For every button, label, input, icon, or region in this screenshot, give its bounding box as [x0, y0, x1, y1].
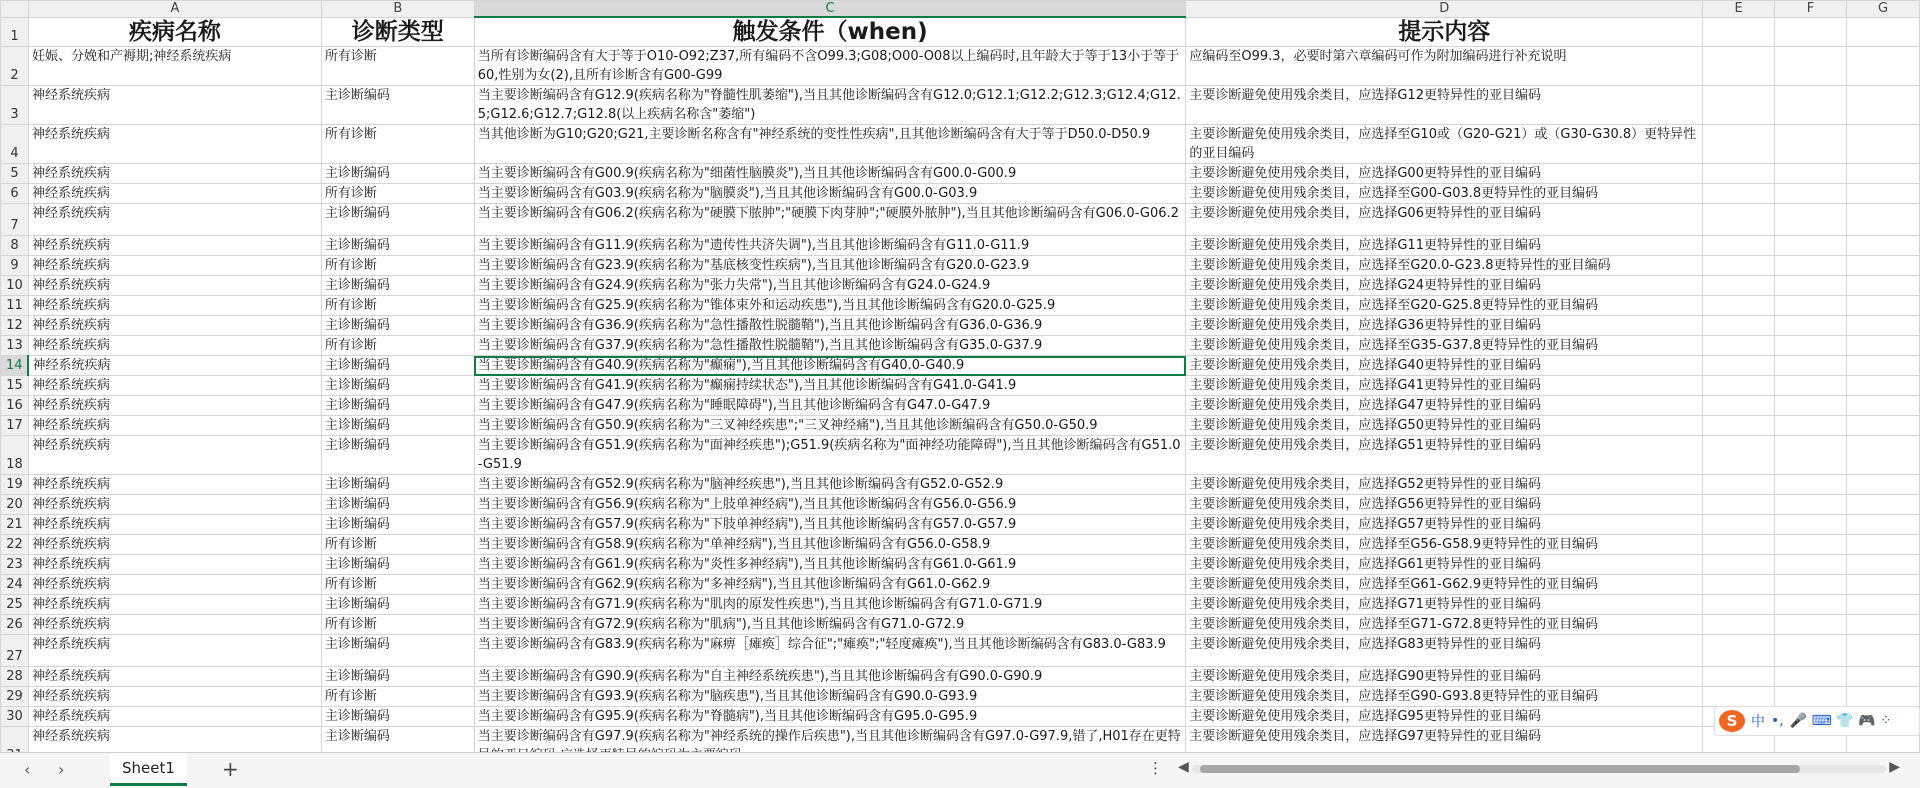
cell-f[interactable]: [1775, 316, 1847, 336]
cell-b[interactable]: 所有诊断: [321, 575, 474, 595]
cell-e[interactable]: [1703, 436, 1775, 475]
table-row: [1, 125, 1920, 164]
row-header[interactable]: 14: [1, 356, 29, 376]
cell-a[interactable]: 神经系统疾病: [28, 667, 321, 687]
cell-e[interactable]: [1703, 316, 1775, 336]
cell-b[interactable]: 主诊断编码: [321, 396, 474, 416]
column-header[interactable]: B: [321, 1, 474, 18]
cell-g[interactable]: [1846, 17, 1919, 47]
cell-d[interactable]: 主要诊断避免使用残余类目，应选择至G35-G37.8更特异性的亚目编码: [1186, 336, 1703, 356]
cell-b[interactable]: 主诊断编码: [321, 236, 474, 256]
cell-f[interactable]: [1775, 667, 1847, 687]
cell-f[interactable]: [1775, 86, 1847, 125]
cell-e[interactable]: [1703, 296, 1775, 316]
select-all-corner[interactable]: [1, 1, 29, 18]
ime-lang-toggle[interactable]: 中: [1751, 714, 1765, 730]
cell-c[interactable]: 当主要诊断编码含有G00.9(疾病名称为"细菌性脑膜炎"),当且其他诊断编码含有G00.0-G00.9: [474, 164, 1186, 184]
cell-a[interactable]: 神经系统疾病: [28, 236, 321, 256]
row-header[interactable]: 17: [1, 416, 29, 436]
cell-g[interactable]: [1846, 336, 1919, 356]
prev-sheet-icon[interactable]: ‹: [24, 760, 31, 779]
cell-d[interactable]: 主要诊断避免使用残余类目，应选择G57更特异性的亚目编码: [1186, 515, 1703, 535]
cell-a[interactable]: 神经系统疾病: [28, 687, 321, 707]
cell-f[interactable]: [1775, 356, 1847, 376]
row-header[interactable]: 6: [1, 184, 29, 204]
cell-f[interactable]: [1775, 635, 1847, 667]
cell-a[interactable]: 神经系统疾病: [28, 475, 321, 495]
horizontal-scrollbar[interactable]: [1178, 759, 1900, 777]
row-header[interactable]: 27: [1, 635, 29, 667]
row-header[interactable]: 28: [1, 667, 29, 687]
cell-f[interactable]: [1775, 436, 1847, 475]
cell-c[interactable]: 当主要诊断编码含有G41.9(疾病名称为"癫痫持续状态"),当且其他诊断编码含有G41.0-G41.9: [474, 376, 1186, 396]
cell-d[interactable]: 主要诊断避免使用残余类目，应选择G52更特异性的亚目编码: [1186, 475, 1703, 495]
cell-b[interactable]: 主诊断编码: [321, 667, 474, 687]
cell-f[interactable]: [1775, 376, 1847, 396]
cell-d[interactable]: 主要诊断避免使用残余类目，应选择G12更特异性的亚目编码: [1186, 86, 1703, 125]
row-header[interactable]: 26: [1, 615, 29, 635]
table-row: [1, 184, 1920, 204]
cell-a[interactable]: 神经系统疾病: [28, 86, 321, 125]
cell-e[interactable]: [1703, 615, 1775, 635]
table-row: [1, 475, 1920, 495]
cell-a[interactable]: 神经系统疾病: [28, 204, 321, 236]
cell-g[interactable]: [1846, 515, 1919, 535]
cell-a[interactable]: 疾病名称: [28, 17, 321, 47]
cell-d[interactable]: 主要诊断避免使用残余类目，应选择G97更特异性的亚目编码: [1186, 727, 1703, 766]
row-header[interactable]: 8: [1, 236, 29, 256]
cell-d[interactable]: 主要诊断避免使用残余类目，应选择G51更特异性的亚目编码: [1186, 436, 1703, 475]
cell-g[interactable]: [1846, 396, 1919, 416]
cell-b[interactable]: 所有诊断: [321, 687, 474, 707]
cell-d[interactable]: 主要诊断避免使用残余类目，应选择G71更特异性的亚目编码: [1186, 595, 1703, 615]
cell-c[interactable]: 当主要诊断编码含有G24.9(疾病名称为"张力失常"),当且其他诊断编码含有G24.0-G24.9: [474, 276, 1186, 296]
table-row: [1, 635, 1920, 667]
cell-g[interactable]: [1846, 495, 1919, 515]
table-row: [1, 336, 1920, 356]
cell-b[interactable]: 主诊断编码: [321, 707, 474, 727]
cell-g[interactable]: [1846, 436, 1919, 475]
cell-e[interactable]: [1703, 555, 1775, 575]
cell-c[interactable]: 当所有诊断编码含有大于等于O10-O92;Z37,所有编码不含O99.3;G08;O00-O08以上编码时,且年龄大于等于13小于等于60,性别为女(2),且所有诊断含有G00-G99: [474, 47, 1186, 86]
header-row: [1, 17, 1920, 47]
cell-d[interactable]: 主要诊断避免使用残余类目，应选择至G56-G58.9更特异性的亚目编码: [1186, 535, 1703, 555]
cell-a[interactable]: 神经系统疾病: [28, 316, 321, 336]
cell-c[interactable]: 当主要诊断编码含有G93.9(疾病名称为"脑疾患"),当且其他诊断编码含有G90.0-G93.9: [474, 687, 1186, 707]
cell-e[interactable]: [1703, 204, 1775, 236]
cell-c[interactable]: 当主要诊断编码含有G12.9(疾病名称为"脊髓性肌萎缩"),当且其他诊断编码含有G12.0;G12.1;G12.2;G12.3;G12.4;G12.5;G12.6;G12.7;G12.8(以上疾病名称含"萎缩"): [474, 86, 1186, 125]
table-row: [1, 535, 1920, 555]
cell-d[interactable]: 主要诊断避免使用残余类目，应选择至G90-G93.8更特异性的亚目编码: [1186, 687, 1703, 707]
cell-b[interactable]: 主诊断编码: [321, 164, 474, 184]
cell-e[interactable]: [1703, 495, 1775, 515]
cell-b[interactable]: 主诊断编码: [321, 436, 474, 475]
cell-d[interactable]: 主要诊断避免使用残余类目，应选择至G61-G62.9更特异性的亚目编码: [1186, 575, 1703, 595]
cell-c[interactable]: 当主要诊断编码含有G95.9(疾病名称为"脊髓病"),当且其他诊断编码含有G95.0-G95.9: [474, 707, 1186, 727]
column-header-row: [1, 1, 1920, 18]
cell-c[interactable]: 当主要诊断编码含有G11.9(疾病名称为"遗传性共济失调"),当且其他诊断编码含有G11.0-G11.9: [474, 236, 1186, 256]
cell-g[interactable]: [1846, 86, 1919, 125]
cell-e[interactable]: [1703, 635, 1775, 667]
cell-d[interactable]: 主要诊断避免使用残余类目，应选择G40更特异性的亚目编码: [1186, 356, 1703, 376]
cell-g[interactable]: [1846, 575, 1919, 595]
cell-b[interactable]: 主诊断编码: [321, 635, 474, 667]
table-row: [1, 707, 1920, 727]
cell-g[interactable]: [1846, 296, 1919, 316]
cell-a[interactable]: 神经系统疾病: [28, 296, 321, 316]
cell-f[interactable]: [1775, 276, 1847, 296]
cell-b[interactable]: 所有诊断: [321, 47, 474, 86]
cell-b[interactable]: 主诊断编码: [321, 727, 474, 766]
cell-e[interactable]: [1703, 336, 1775, 356]
table-row: [1, 396, 1920, 416]
table-row: [1, 555, 1920, 575]
cell-c[interactable]: 当主要诊断编码含有G90.9(疾病名称为"自主神经系统疾患"),当且其他诊断编码含有G90.0-G90.9: [474, 667, 1186, 687]
cell-g[interactable]: [1846, 204, 1919, 236]
cell-a[interactable]: 神经系统疾病: [28, 615, 321, 635]
cell-e[interactable]: [1703, 86, 1775, 125]
cell-f[interactable]: [1775, 47, 1847, 86]
cell-d[interactable]: 主要诊断避免使用残余类目，应选择至G20.0-G23.8更特异性的亚目编码: [1186, 256, 1703, 276]
row-header[interactable]: 2: [1, 47, 29, 86]
cell-c[interactable]: 当主要诊断编码含有G37.9(疾病名称为"急性播散性脱髓鞘"),当且其他诊断编码含有G35.0-G37.9: [474, 336, 1186, 356]
row-header[interactable]: 19: [1, 475, 29, 495]
cell-f[interactable]: [1775, 184, 1847, 204]
cell-c[interactable]: 当主要诊断编码含有G03.9(疾病名称为"脑膜炎"),当且其他诊断编码含有G00.0-G03.9: [474, 184, 1186, 204]
cell-c[interactable]: 触发条件（when): [474, 17, 1186, 47]
row-header[interactable]: 7: [1, 204, 29, 236]
row-header[interactable]: 10: [1, 276, 29, 296]
row-header[interactable]: 23: [1, 555, 29, 575]
cell-f[interactable]: [1775, 236, 1847, 256]
table-row: [1, 276, 1920, 296]
cell-d[interactable]: 主要诊断避免使用残余类目，应选择G00更特异性的亚目编码: [1186, 164, 1703, 184]
cell-b[interactable]: 诊断类型: [321, 17, 474, 47]
table-row: [1, 595, 1920, 615]
table-row: [1, 667, 1920, 687]
row-header[interactable]: 22: [1, 535, 29, 555]
cell-a[interactable]: 神经系统疾病: [28, 336, 321, 356]
cell-g[interactable]: [1846, 475, 1919, 495]
row-header[interactable]: 21: [1, 515, 29, 535]
table-row: [1, 495, 1920, 515]
cell-f[interactable]: [1775, 475, 1847, 495]
cell-e[interactable]: [1703, 236, 1775, 256]
cell-g[interactable]: [1846, 316, 1919, 336]
cell-f[interactable]: [1775, 535, 1847, 555]
cell-f[interactable]: [1775, 416, 1847, 436]
cell-f[interactable]: [1775, 396, 1847, 416]
cell-a[interactable]: 神经系统疾病: [28, 376, 321, 396]
table-row: [1, 575, 1920, 595]
table-row: [1, 687, 1920, 707]
cell-c[interactable]: 当主要诊断编码含有G72.9(疾病名称为"肌病"),当且其他诊断编码含有G71.0-G72.9: [474, 615, 1186, 635]
ime-punct-toggle[interactable]: •,: [1771, 713, 1784, 729]
scrollbar-thumb[interactable]: [1200, 765, 1800, 773]
cell-e[interactable]: [1703, 595, 1775, 615]
table-row: [1, 376, 1920, 396]
cell-e[interactable]: [1703, 276, 1775, 296]
cell-d[interactable]: 主要诊断避免使用残余类目，应选择至G20-G25.8更特异性的亚目编码: [1186, 296, 1703, 316]
sheet-body: [1, 17, 1920, 766]
cell-a[interactable]: 神经系统疾病: [28, 125, 321, 164]
cell-f[interactable]: [1775, 296, 1847, 316]
cell-e[interactable]: [1703, 667, 1775, 687]
table-row: [1, 436, 1920, 475]
more-options-icon[interactable]: ⋮: [1148, 759, 1163, 777]
row-header[interactable]: 5: [1, 164, 29, 184]
cell-b[interactable]: 主诊断编码: [321, 204, 474, 236]
scroll-left-icon[interactable]: ◀: [1178, 759, 1189, 775]
cell-e[interactable]: [1703, 535, 1775, 555]
cell-f[interactable]: [1775, 495, 1847, 515]
column-header[interactable]: C: [474, 1, 1186, 18]
cell-c[interactable]: 当主要诊断编码含有G47.9(疾病名称为"睡眠障碍"),当且其他诊断编码含有G47.0-G47.9: [474, 396, 1186, 416]
cell-a[interactable]: 神经系统疾病: [28, 356, 321, 376]
add-sheet-button[interactable]: +: [222, 757, 239, 781]
cell-c[interactable]: 当主要诊断编码含有G36.9(疾病名称为"急性播散性脱髓鞘"),当且其他诊断编码含有G36.0-G36.9: [474, 316, 1186, 336]
cell-b[interactable]: 主诊断编码: [321, 86, 474, 125]
cell-c[interactable]: 当主要诊断编码含有G23.9(疾病名称为"基底核变性疾病"),当且其他诊断编码含有G20.0-G23.9: [474, 256, 1186, 276]
cell-f[interactable]: [1775, 125, 1847, 164]
cell-e[interactable]: [1703, 184, 1775, 204]
cell-c[interactable]: 当主要诊断编码含有G57.9(疾病名称为"下肢单神经病"),当且其他诊断编码含有G57.0-G57.9: [474, 515, 1186, 535]
cell-d[interactable]: 主要诊断避免使用残余类目，应选择G83更特异性的亚目编码: [1186, 635, 1703, 667]
cell-a[interactable]: 神经系统疾病: [28, 436, 321, 475]
table-row: [1, 615, 1920, 635]
table-row: [1, 164, 1920, 184]
cell-g[interactable]: [1846, 535, 1919, 555]
cell-g[interactable]: [1846, 276, 1919, 296]
cell-a[interactable]: 神经系统疾病: [28, 276, 321, 296]
cell-e[interactable]: [1703, 47, 1775, 86]
table-row: [1, 236, 1920, 256]
row-header[interactable]: 11: [1, 296, 29, 316]
sheet-tab-bar: [0, 752, 1920, 788]
row-header[interactable]: 18: [1, 436, 29, 475]
table-row: [1, 47, 1920, 86]
cell-c[interactable]: 当主要诊断编码含有G25.9(疾病名称为"锥体束外和运动疾患"),当且其他诊断编码含有G20.0-G25.9: [474, 296, 1186, 316]
cell-d[interactable]: 主要诊断避免使用残余类目，应选择G56更特异性的亚目编码: [1186, 495, 1703, 515]
cell-e[interactable]: [1703, 515, 1775, 535]
cell-g[interactable]: [1846, 376, 1919, 396]
cell-f[interactable]: [1775, 687, 1847, 707]
row-header[interactable]: 25: [1, 595, 29, 615]
cell-e[interactable]: [1703, 164, 1775, 184]
cell-e[interactable]: [1703, 396, 1775, 416]
cell-b[interactable]: 所有诊断: [321, 125, 474, 164]
table-row: [1, 86, 1920, 125]
cell-a[interactable]: 神经系统疾病: [28, 727, 321, 766]
cell-b[interactable]: 所有诊断: [321, 336, 474, 356]
column-header[interactable]: F: [1775, 1, 1847, 18]
cell-g[interactable]: [1846, 256, 1919, 276]
cell-c[interactable]: 当主要诊断编码含有G83.9(疾病名称为"麻痹［瘫痪］综合征";"瘫痪";"轻度瘫痪"),当且其他诊断编码含有G83.0-G83.9: [474, 635, 1186, 667]
cell-d[interactable]: 主要诊断避免使用残余类目，应选择G50更特异性的亚目编码: [1186, 416, 1703, 436]
cell-f[interactable]: [1775, 256, 1847, 276]
row-header[interactable]: 12: [1, 316, 29, 336]
table-row: [1, 296, 1920, 316]
cell-b[interactable]: 所有诊断: [321, 296, 474, 316]
cell-d[interactable]: 主要诊断避免使用残余类目，应选择G41更特异性的亚目编码: [1186, 376, 1703, 396]
row-header[interactable]: 4: [1, 125, 29, 164]
cell-a[interactable]: 神经系统疾病: [28, 635, 321, 667]
cell-b[interactable]: 所有诊断: [321, 615, 474, 635]
table-row: [1, 515, 1920, 535]
row-header[interactable]: 16: [1, 396, 29, 416]
cell-a[interactable]: 神经系统疾病: [28, 256, 321, 276]
cell-c[interactable]: 当主要诊断编码含有G06.2(疾病名称为"硬膜下脓肿";"硬膜下肉芽肿";"硬膜外脓肿"),当且其他诊断编码含有G06.0-G06.2: [474, 204, 1186, 236]
cell-d[interactable]: 主要诊断避免使用残余类目，应选择G11更特异性的亚目编码: [1186, 236, 1703, 256]
cell-b[interactable]: 所有诊断: [321, 184, 474, 204]
cell-d[interactable]: 主要诊断避免使用残余类目，应选择G47更特异性的亚目编码: [1186, 396, 1703, 416]
cell-g[interactable]: [1846, 356, 1919, 376]
cell-d[interactable]: 主要诊断避免使用残余类目，应选择至G71-G72.8更特异性的亚目编码: [1186, 615, 1703, 635]
cell-a[interactable]: 神经系统疾病: [28, 164, 321, 184]
cell-d[interactable]: 主要诊断避免使用残余类目，应选择至G00-G03.8更特异性的亚目编码: [1186, 184, 1703, 204]
row-header[interactable]: 9: [1, 256, 29, 276]
cell-d[interactable]: 主要诊断避免使用残余类目，应选择G90更特异性的亚目编码: [1186, 667, 1703, 687]
cell-b[interactable]: 主诊断编码: [321, 376, 474, 396]
cell-g[interactable]: [1846, 555, 1919, 575]
cell-f[interactable]: [1775, 615, 1847, 635]
cell-b[interactable]: 主诊断编码: [321, 276, 474, 296]
cell-b[interactable]: 主诊断编码: [321, 316, 474, 336]
cell-a[interactable]: 神经系统疾病: [28, 707, 321, 727]
cell-e[interactable]: [1703, 17, 1775, 47]
cell-f[interactable]: [1775, 336, 1847, 356]
cell-b[interactable]: 主诊断编码: [321, 475, 474, 495]
cell-e[interactable]: [1703, 575, 1775, 595]
cell-f[interactable]: [1775, 204, 1847, 236]
cell-d[interactable]: 主要诊断避免使用残余类目，应选择G36更特异性的亚目编码: [1186, 316, 1703, 336]
cell-g[interactable]: [1846, 236, 1919, 256]
cell-g[interactable]: [1846, 667, 1919, 687]
table-row: [1, 204, 1920, 236]
cell-e[interactable]: [1703, 125, 1775, 164]
cell-a[interactable]: 妊娠、分娩和产褥期;神经系统疾病: [28, 47, 321, 86]
cell-a[interactable]: 神经系统疾病: [28, 515, 321, 535]
table-row: [1, 356, 1920, 376]
cell-a[interactable]: 神经系统疾病: [28, 555, 321, 575]
row-header[interactable]: 13: [1, 336, 29, 356]
cell-a[interactable]: 神经系统疾病: [28, 416, 321, 436]
cell-g[interactable]: [1846, 184, 1919, 204]
cell-d[interactable]: 应编码至O99.3，必要时第六章编码可作为附加编码进行补充说明: [1186, 47, 1703, 86]
cell-b[interactable]: 主诊断编码: [321, 555, 474, 575]
table-row: [1, 256, 1920, 276]
cell-g[interactable]: [1846, 595, 1919, 615]
cell-g[interactable]: [1846, 125, 1919, 164]
cell-c[interactable]: 当主要诊断编码含有G51.9(疾病名称为"面神经疾患");G51.9(疾病名称为"面神经功能障碍"),当且其他诊断编码含有G51.0-G51.9: [474, 436, 1186, 475]
cell-d[interactable]: 提示内容: [1186, 17, 1703, 47]
row-header[interactable]: 1: [1, 17, 29, 47]
cell-c[interactable]: 当主要诊断编码含有G40.9(疾病名称为"癫痫"),当且其他诊断编码含有G40.0-G40.9: [474, 356, 1186, 376]
cell-c[interactable]: 当主要诊断编码含有G50.9(疾病名称为"三叉神经疾患";"三叉神经痛"),当且其他诊断编码含有G50.0-G50.9: [474, 416, 1186, 436]
cell-c[interactable]: 当主要诊断编码含有G58.9(疾病名称为"单神经病"),当且其他诊断编码含有G56.0-G58.9: [474, 535, 1186, 555]
cell-b[interactable]: 主诊断编码: [321, 495, 474, 515]
cell-b[interactable]: 主诊断编码: [321, 416, 474, 436]
cell-c[interactable]: 当主要诊断编码含有G62.9(疾病名称为"多神经病"),当且其他诊断编码含有G61.0-G62.9: [474, 575, 1186, 595]
cell-c[interactable]: 当主要诊断编码含有G56.9(疾病名称为"上肢单神经病"),当且其他诊断编码含有G56.0-G56.9: [474, 495, 1186, 515]
sheet-tab-sheet1[interactable]: Sheet1: [110, 753, 187, 786]
row-header[interactable]: 3: [1, 86, 29, 125]
cell-d[interactable]: 主要诊断避免使用残余类目，应选择G95更特异性的亚目编码: [1186, 707, 1703, 727]
cell-g[interactable]: [1846, 47, 1919, 86]
cell-b[interactable]: 主诊断编码: [321, 515, 474, 535]
cell-d[interactable]: 主要诊断避免使用残余类目，应选择G61更特异性的亚目编码: [1186, 555, 1703, 575]
cell-f[interactable]: [1775, 17, 1847, 47]
scroll-right-icon[interactable]: ▶: [1889, 759, 1900, 775]
cell-c[interactable]: 当主要诊断编码含有G61.9(疾病名称为"炎性多神经病"),当且其他诊断编码含有G61.0-G61.9: [474, 555, 1186, 575]
next-sheet-icon[interactable]: ›: [58, 760, 65, 779]
cell-d[interactable]: 主要诊断避免使用残余类目，应选择至G10或（G20-G21）或（G30-G30.8）更特异性的亚目编码: [1186, 125, 1703, 164]
cell-c[interactable]: 当其他诊断为G10;G20;G21,主要诊断名称含有"神经系统的变性性疾病",且其他诊断编码含有大于等于D50.0-D50.9: [474, 125, 1186, 164]
row-header[interactable]: 24: [1, 575, 29, 595]
ime-tool-icons[interactable]: 🎤 ⌨ 👕 🎮 ⁘: [1789, 713, 1892, 729]
cell-c[interactable]: 当主要诊断编码含有G52.9(疾病名称为"脑神经疾患"),当且其他诊断编码含有G52.0-G52.9: [474, 475, 1186, 495]
cell-d[interactable]: 主要诊断避免使用残余类目，应选择G06更特异性的亚目编码: [1186, 204, 1703, 236]
cell-e[interactable]: [1703, 376, 1775, 396]
cell-e[interactable]: [1703, 687, 1775, 707]
cell-e[interactable]: [1703, 256, 1775, 276]
cell-b[interactable]: 所有诊断: [321, 535, 474, 555]
cell-b[interactable]: 主诊断编码: [321, 595, 474, 615]
cell-g[interactable]: [1846, 615, 1919, 635]
ime-toolbar[interactable]: [1714, 706, 1920, 736]
cell-a[interactable]: 神经系统疾病: [28, 495, 321, 515]
sogou-logo-icon[interactable]: S: [1719, 710, 1745, 732]
cell-c[interactable]: 当主要诊断编码含有G97.9(疾病名称为"神经系统的操作后疾患"),当且其他诊断编码含有G97.0-G97.9,错了,H01存在更特: [474, 727, 1186, 766]
cell-g[interactable]: [1846, 687, 1919, 707]
column-header[interactable]: D: [1186, 1, 1703, 18]
row-header[interactable]: 29: [1, 687, 29, 707]
cell-f[interactable]: [1775, 515, 1847, 535]
cell-e[interactable]: [1703, 416, 1775, 436]
cell-d[interactable]: 主要诊断避免使用残余类目，应选择G24更特异性的亚目编码: [1186, 276, 1703, 296]
cell-b[interactable]: 主诊断编码: [321, 356, 474, 376]
table-row: [1, 316, 1920, 336]
table-row: [1, 416, 1920, 436]
cell-a[interactable]: 神经系统疾病: [28, 575, 321, 595]
cell-e[interactable]: [1703, 475, 1775, 495]
cell-g[interactable]: [1846, 416, 1919, 436]
cell-b[interactable]: 所有诊断: [321, 256, 474, 276]
column-header[interactable]: E: [1703, 1, 1775, 18]
column-header[interactable]: G: [1846, 1, 1919, 18]
cell-f[interactable]: [1775, 555, 1847, 575]
cell-g[interactable]: [1846, 635, 1919, 667]
cell-f[interactable]: [1775, 575, 1847, 595]
cell-g[interactable]: [1846, 164, 1919, 184]
cell-a[interactable]: 神经系统疾病: [28, 535, 321, 555]
cell-f[interactable]: [1775, 595, 1847, 615]
cell-a[interactable]: 神经系统疾病: [28, 184, 321, 204]
row-header[interactable]: 20: [1, 495, 29, 515]
cell-e[interactable]: [1703, 356, 1775, 376]
column-header[interactable]: A: [28, 1, 321, 18]
row-header[interactable]: 15: [1, 376, 29, 396]
cell-a[interactable]: 神经系统疾病: [28, 595, 321, 615]
cell-f[interactable]: [1775, 164, 1847, 184]
cell-c[interactable]: 当主要诊断编码含有G71.9(疾病名称为"肌肉的原发性疾患"),当且其他诊断编码含有G71.0-G71.9: [474, 595, 1186, 615]
row-header[interactable]: 30: [1, 707, 29, 727]
cell-a[interactable]: 神经系统疾病: [28, 396, 321, 416]
